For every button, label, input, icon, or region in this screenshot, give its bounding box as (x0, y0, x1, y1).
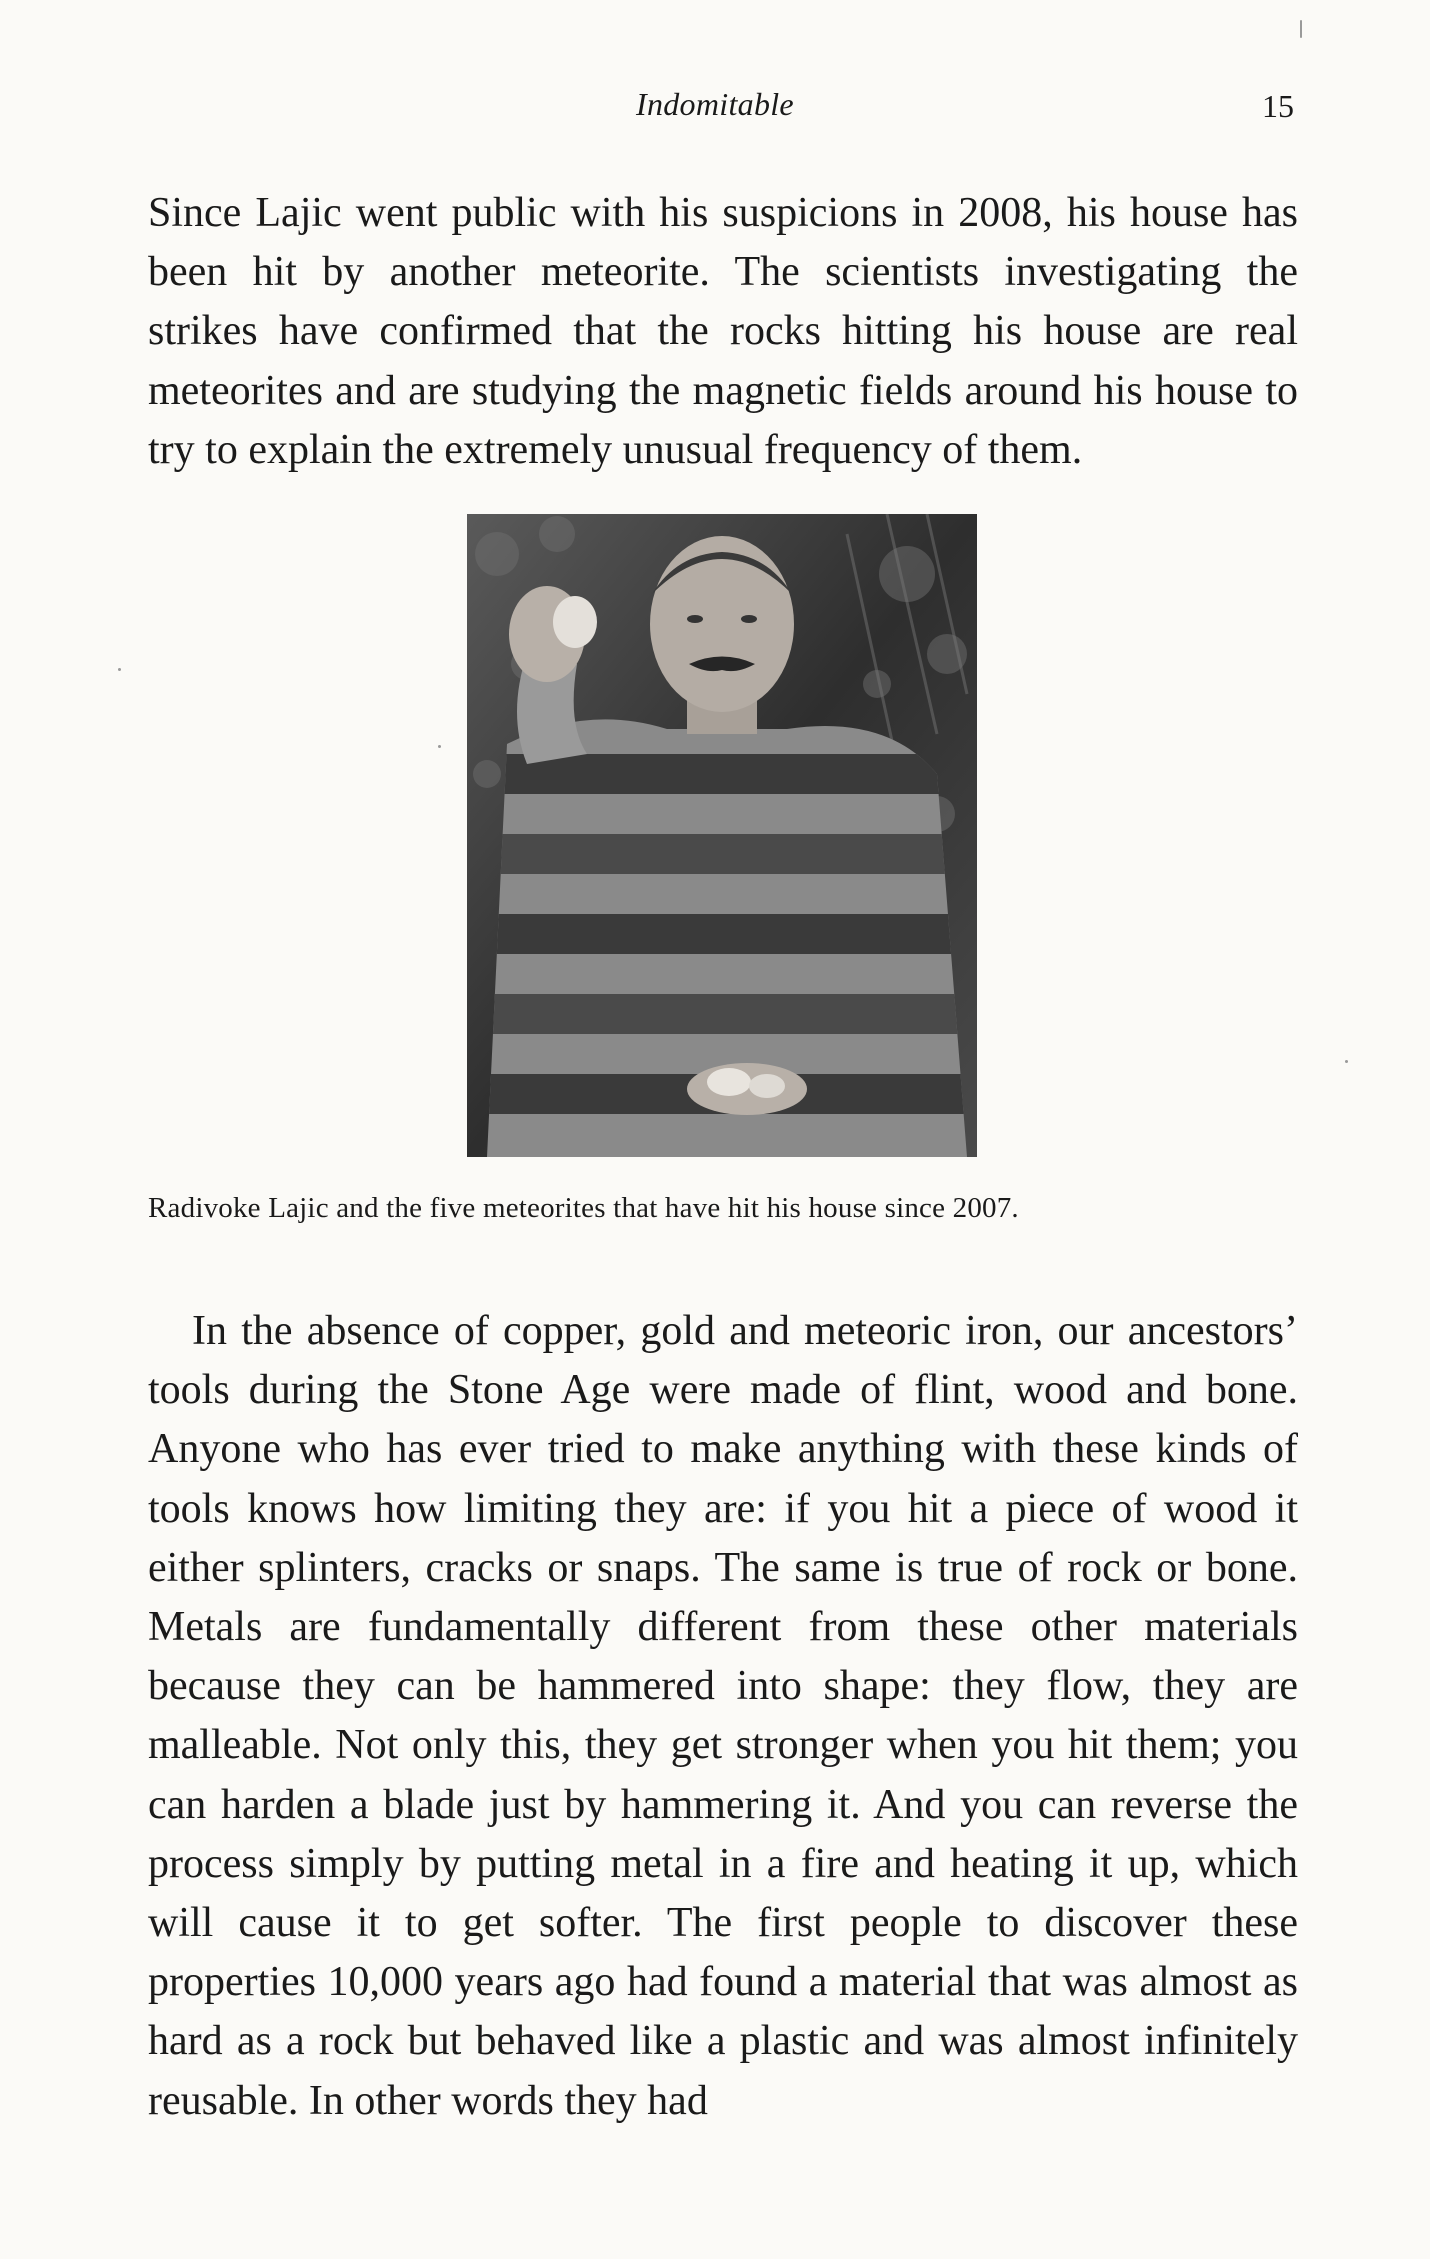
running-head (0, 86, 1430, 136)
paper-speck (118, 668, 121, 671)
photo-man-holding-meteorite (467, 514, 977, 1157)
page-number: 15 (1262, 88, 1294, 124)
body-paragraph: Since Lajic went public with his suspicions in 2008, his house has been hit by another meteorite. The scientists investigating the strikes have confirmed that the rocks hitting his house are real meteorites and are studying the magnetic fields around his house to try to explain the extremely unusual frequency of them. (148, 190, 1298, 473)
paper-speck (438, 745, 441, 748)
paper-speck (1345, 1060, 1348, 1063)
photograph (467, 514, 977, 1157)
running-title: Indomitable (636, 86, 794, 122)
figure-caption: Radivoke Lajic and the five meteorites that have hit his house since 2007. (148, 1192, 1019, 1224)
body-paragraph: In the absence of copper, gold and meteoric iron, our ancestors’ tools during the Stone Age were made of flint, wood and bone. Anyone who has ever tried to make anything with these kinds of tools knows how limiting they are: if you hit a piece of wood it either splinters, cracks or snaps. The same is true of rock or bone. Metals are fundamentally different from these other materials because they can be hammered into shape: they flow, they are malleable. Not only this, they get stronger when you hit them; you can harden a blade just by hammering it. And you can reverse the process simply by putting metal in a fire and heating it up, which will cause it to get softer. The first people to discover these properties 10,000 years ago had found a material that was almost as hard as a rock but behaved like a plastic and was almost infinitely reusable. In other words they had (148, 1308, 1298, 2124)
paper-speck (1300, 20, 1302, 38)
